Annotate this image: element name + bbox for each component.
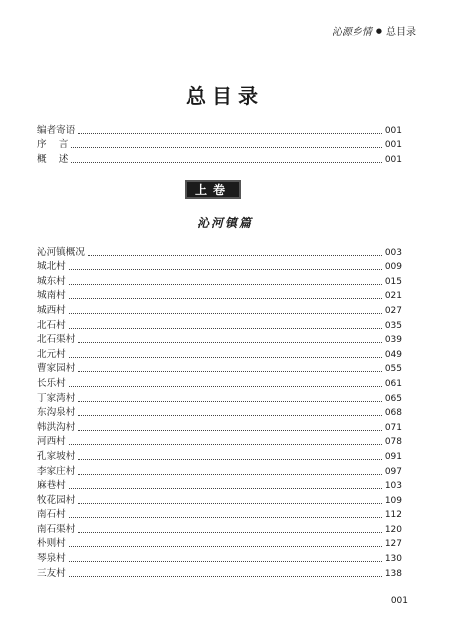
dot-leader — [69, 386, 382, 387]
toc-entry-page: 035 — [384, 320, 402, 331]
toc-row — [37, 390, 402, 405]
toc-entry-label: 北石渠村 — [37, 334, 76, 346]
toc-row — [37, 361, 402, 376]
dot-leader — [78, 415, 381, 416]
dot-leader — [69, 298, 382, 299]
toc-entry-label: 李家庄村 — [37, 465, 76, 477]
dot-leader — [78, 430, 381, 431]
toc-row — [37, 565, 402, 580]
dot-leader — [69, 284, 382, 285]
dot-leader — [69, 517, 382, 518]
volume-badge: 上卷 — [185, 180, 241, 199]
dot-leader — [69, 357, 382, 358]
toc-row — [37, 332, 402, 347]
toc-entry-label: 北石村 — [37, 319, 66, 331]
toc-entry-label: 河西村 — [37, 436, 66, 448]
dot-leader — [71, 162, 381, 163]
section-title: 沁河镇篇 — [196, 216, 253, 230]
toc-entry-label: 沁河镇概况 — [37, 246, 85, 258]
toc-row — [37, 448, 402, 463]
toc-entry-page: 003 — [384, 247, 402, 258]
dot-leader — [69, 576, 382, 577]
dot-leader — [78, 401, 381, 402]
toc-entry-page: 109 — [384, 495, 402, 506]
toc-row — [37, 434, 402, 449]
dot-leader — [78, 133, 381, 134]
dot-leader — [69, 328, 382, 329]
toc-row — [37, 478, 402, 493]
dot-leader — [69, 269, 382, 270]
toc-entry-page: 097 — [384, 466, 402, 477]
toc-row — [37, 122, 402, 137]
toc-entry-page: 009 — [384, 262, 402, 273]
front-matter-list — [37, 122, 402, 166]
toc-entry-label: 丁家湾村 — [37, 392, 76, 404]
dot-leader — [71, 147, 381, 148]
dot-leader — [78, 503, 381, 504]
toc-entry-page: 138 — [384, 568, 402, 579]
toc-entry-page: 055 — [384, 364, 402, 375]
toc-row — [37, 507, 402, 522]
toc-row — [37, 419, 402, 434]
toc-entry-label: 长乐村 — [37, 377, 66, 389]
toc-entry-label: 北元村 — [37, 348, 66, 360]
toc-entry-page: 001 — [384, 125, 402, 136]
page-title: 总目录 — [186, 84, 264, 108]
running-header — [332, 23, 416, 38]
toc-entry-label: 南石渠村 — [37, 523, 76, 535]
toc-row — [37, 137, 402, 152]
toc-row — [37, 550, 402, 565]
dot-leader — [78, 371, 381, 372]
dot-leader — [78, 474, 381, 475]
dot-leader — [69, 488, 382, 489]
running-header-section: 总目录 — [386, 27, 416, 38]
bullet-icon: ● — [375, 26, 382, 35]
toc-row — [37, 405, 402, 420]
toc-entry-list — [37, 244, 402, 580]
dot-leader — [69, 313, 382, 314]
toc-entry-label: 牧花园村 — [37, 494, 76, 506]
dot-leader — [88, 255, 382, 256]
dot-leader — [78, 532, 381, 533]
toc-entry-page: 027 — [384, 305, 402, 316]
toc-entry-label: 南石村 — [37, 509, 66, 521]
toc-entry-page: 039 — [384, 335, 402, 346]
dot-leader — [78, 459, 381, 460]
toc-entry-label: 城北村 — [37, 261, 66, 273]
toc-entry-page: 068 — [384, 408, 402, 419]
toc-entry-label: 琴泉村 — [37, 553, 66, 565]
toc-row — [37, 302, 402, 317]
toc-entry-page: 078 — [384, 437, 402, 448]
toc-entry-page: 071 — [384, 422, 402, 433]
toc-entry-page: 049 — [384, 349, 402, 360]
dot-leader — [69, 561, 382, 562]
toc-entry-page: 103 — [384, 481, 402, 492]
running-header-book-title: 沁源乡情 — [331, 27, 372, 38]
toc-entry-label: 概 述 — [37, 153, 69, 165]
toc-row — [37, 244, 402, 259]
toc-row — [37, 375, 402, 390]
dot-leader — [69, 444, 382, 445]
toc-entry-label: 东沟泉村 — [37, 407, 76, 419]
toc-row — [37, 346, 402, 361]
dot-leader — [78, 342, 381, 343]
toc-row — [37, 317, 402, 332]
toc-entry-label: 孔家坡村 — [37, 450, 76, 462]
toc-entry-label: 朴则村 — [37, 538, 66, 550]
toc-entry-label: 韩洪沟村 — [37, 421, 76, 433]
toc-row — [37, 521, 402, 536]
toc-entry-label: 城西村 — [37, 304, 66, 316]
toc-entry-label: 序 言 — [37, 139, 69, 151]
toc-entry-page: 091 — [384, 451, 402, 462]
toc-entry-page: 015 — [384, 276, 402, 287]
toc-entry-page: 001 — [384, 154, 402, 165]
toc-row — [37, 492, 402, 507]
toc-entry-label: 编者寄语 — [37, 124, 76, 136]
dot-leader — [69, 546, 382, 547]
toc-entry-page: 061 — [384, 378, 402, 389]
toc-entry-label: 曹家园村 — [37, 363, 76, 375]
toc-row — [37, 273, 402, 288]
toc-entry-page: 127 — [384, 539, 402, 550]
toc-entry-page: 021 — [384, 291, 402, 302]
toc-entry-label: 麻巷村 — [37, 480, 66, 492]
toc-entry-page: 001 — [384, 140, 402, 151]
toc-entry-label: 三友村 — [37, 567, 66, 579]
toc-entry-page: 112 — [384, 510, 402, 521]
toc-entry-label: 城东村 — [37, 275, 66, 287]
toc-row — [37, 288, 402, 303]
page-number: 001 — [390, 596, 408, 606]
toc-entry-page: 065 — [384, 393, 402, 404]
toc-row — [37, 259, 402, 274]
toc-entry-label: 城南村 — [37, 290, 66, 302]
toc-row — [37, 536, 402, 551]
toc-row — [37, 463, 402, 478]
toc-entry-page: 130 — [384, 554, 402, 565]
toc-entry-page: 120 — [384, 524, 402, 535]
toc-row — [37, 151, 402, 166]
